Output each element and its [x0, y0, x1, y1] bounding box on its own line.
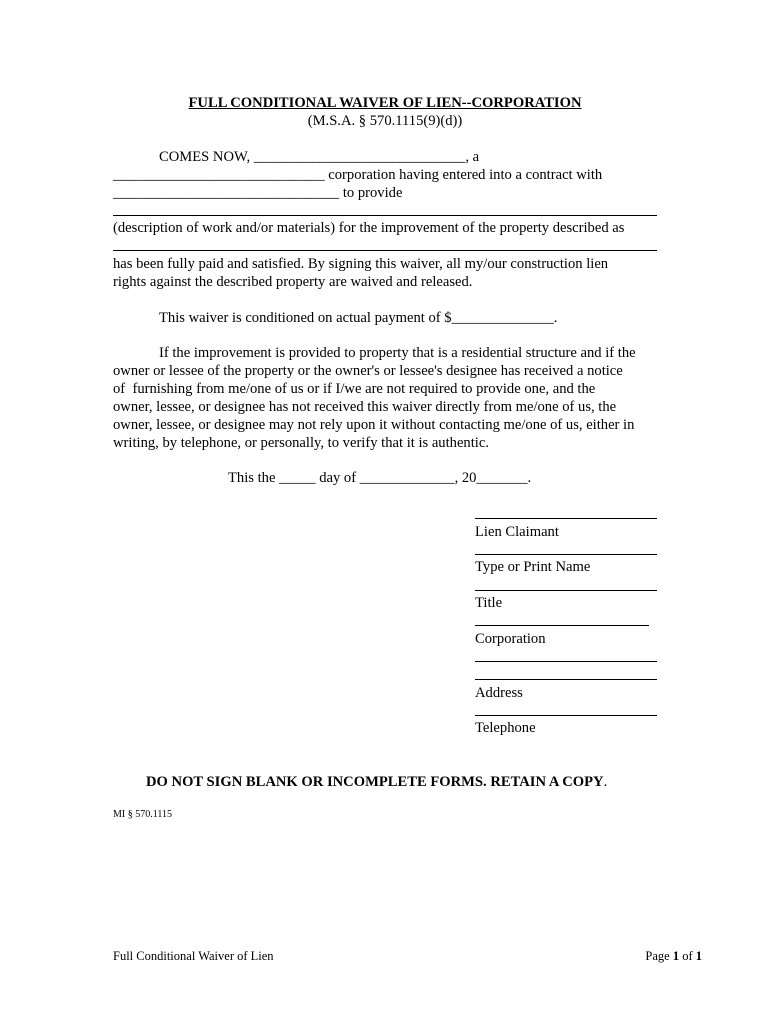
- statute-reference: MI § 570.1115: [113, 809, 172, 820]
- statute-citation: (M.S.A. § 570.1115(9)(d)): [307, 113, 463, 129]
- paragraph-line-4: owner, lessee, or designee has not received this waiver directly from me/one of us, the: [113, 399, 617, 415]
- title-line: [475, 590, 657, 591]
- warning-notice: [146, 773, 607, 791]
- page-current: 1: [672, 949, 680, 963]
- corporation-label: Corporation: [475, 631, 546, 647]
- address-label: Address: [475, 685, 523, 701]
- address-line-1: [475, 661, 657, 662]
- page-of-label: of: [679, 949, 696, 963]
- print-name-line: [475, 554, 657, 555]
- telephone-label: Telephone: [475, 720, 536, 736]
- page-label: Page: [645, 949, 673, 963]
- description-line: (description of work and/or materials) for the improvement of the property described as: [113, 220, 625, 236]
- page-total: 1: [695, 949, 702, 963]
- property-description-blank: [113, 250, 657, 251]
- telephone-line: [475, 715, 657, 716]
- corporation-line: [475, 625, 649, 626]
- address-line-2: [475, 679, 657, 680]
- comes-now-line: COMES NOW, _____________________________, a: [159, 149, 480, 165]
- print-name-label: Type or Print Name: [475, 559, 591, 575]
- work-description-blank: [113, 215, 657, 216]
- paragraph-line-2: owner or lessee of the property or the owner's or lessee's designee has received a notice: [113, 363, 623, 379]
- released-line: rights against the described property are waived and released.: [113, 274, 473, 290]
- page-number: [645, 947, 702, 965]
- paragraph-line-3: of furnishing from me/one of us or if I/we are not required to provide one, and the: [113, 381, 596, 397]
- date-line: This the _____ day of _____________, 20_______.: [228, 470, 532, 486]
- document-title: FULL CONDITIONAL WAIVER OF LIEN--CORPORATION: [188, 95, 582, 111]
- lien-claimant-label: Lien Claimant: [475, 524, 559, 540]
- provide-line: _______________________________ to provide: [113, 185, 403, 201]
- paragraph-line-6: writing, by telephone, or personally, to verify that it is authentic.: [113, 435, 489, 451]
- title-label: Title: [475, 595, 503, 611]
- lien-claimant-signature-line: [475, 518, 657, 519]
- footer-title: Full Conditional Waiver of Lien: [113, 949, 274, 963]
- warning-period: .: [603, 774, 608, 790]
- paragraph-line-5: owner, lessee, or designee may not rely upon it without contacting me/one of us, either in: [113, 417, 635, 433]
- contract-line: _____________________________ corporation having entered into a contract with: [113, 167, 603, 183]
- paid-line: has been fully paid and satisfied. By signing this waiver, all my/our construction lien: [113, 256, 609, 272]
- paragraph-line-1: If the improvement is provided to property that is a residential structure and if the: [159, 345, 636, 361]
- warning-text: DO NOT SIGN BLANK OR INCOMPLETE FORMS. RETAIN A COPY: [146, 774, 604, 790]
- payment-condition: This waiver is conditioned on actual payment of $______________.: [159, 310, 558, 326]
